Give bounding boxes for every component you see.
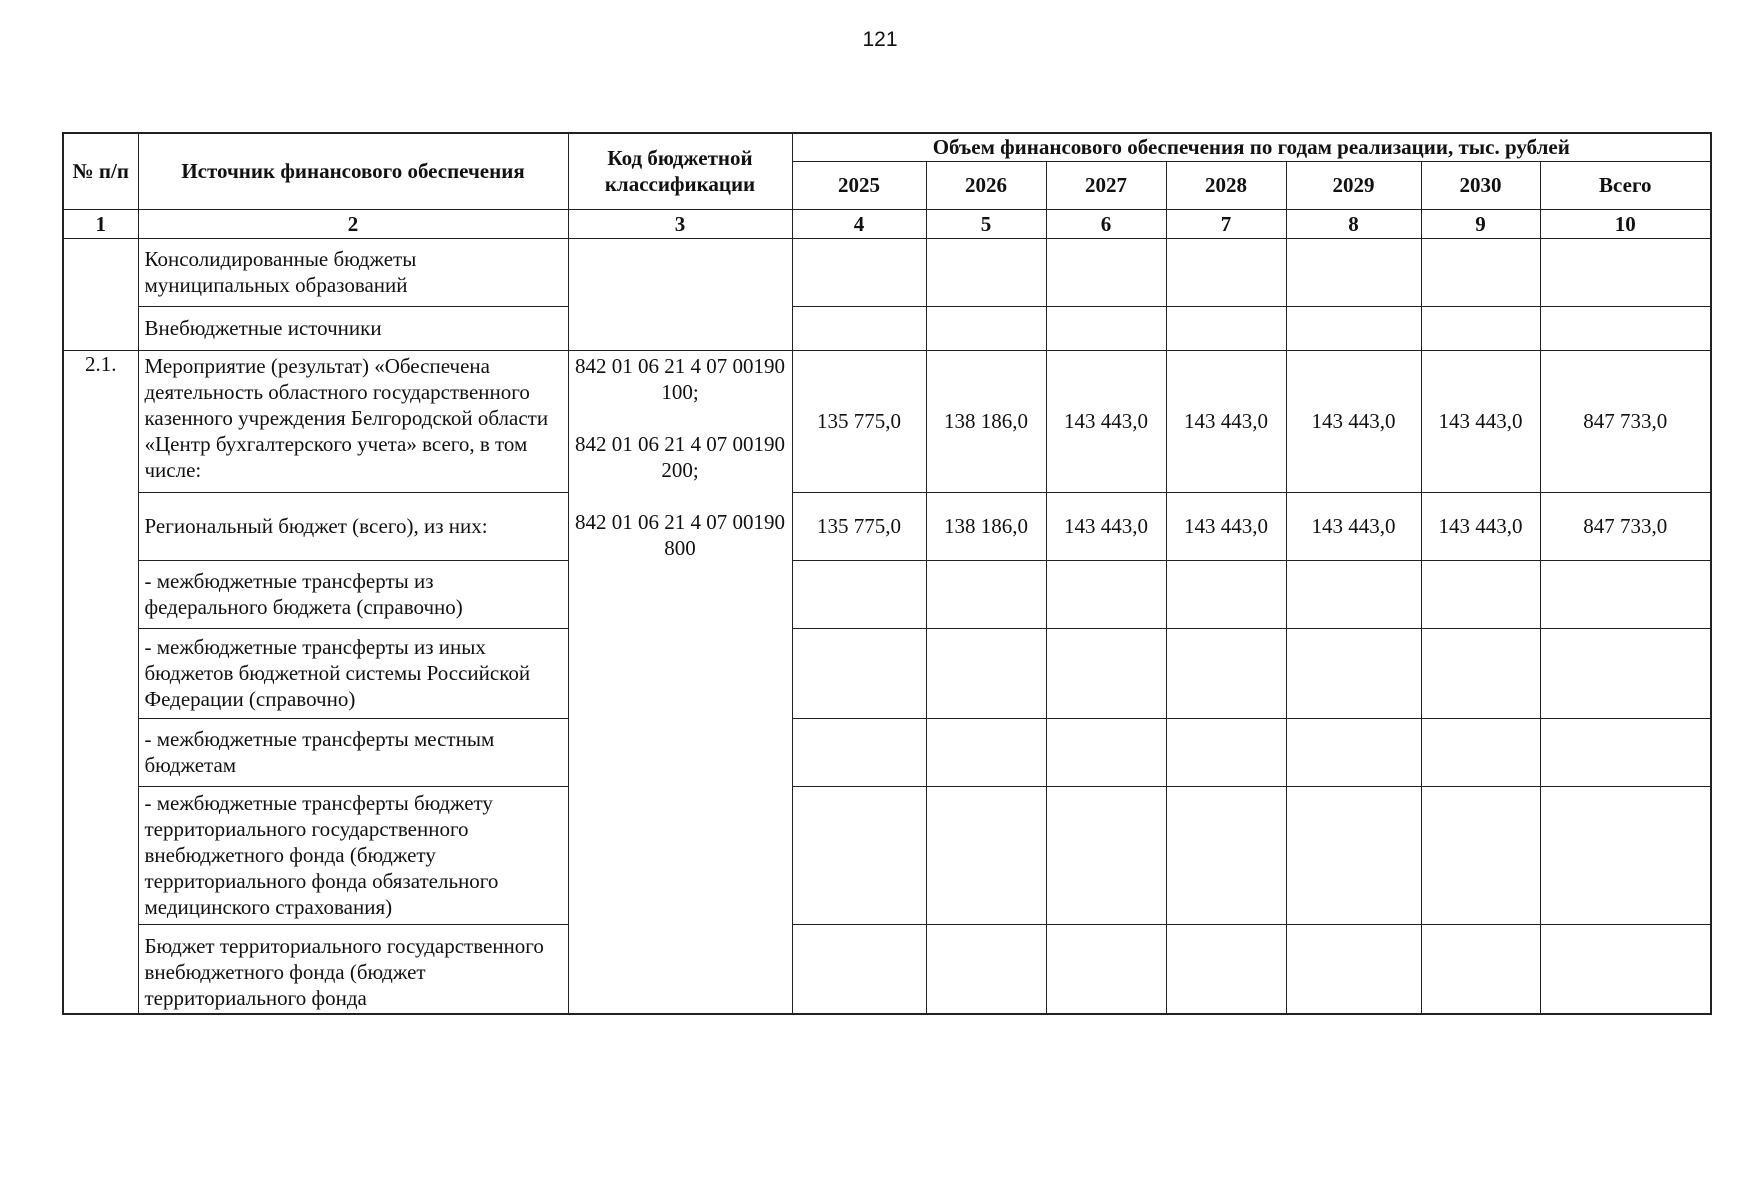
- value-cell: [1166, 924, 1286, 1014]
- value-cell: [1286, 786, 1421, 924]
- value-cell: [1286, 718, 1421, 786]
- source-cell: Бюджет территориального государственного внебюджетного фонда (бюджет территориального фонда: [138, 924, 568, 1014]
- table-row: [63, 238, 1711, 306]
- header-year: Всего: [1540, 161, 1711, 209]
- value-cell: [792, 238, 926, 306]
- table-row: [63, 628, 1711, 718]
- value-cell: [1540, 924, 1711, 1014]
- column-number: 5: [926, 209, 1046, 238]
- row-number-cell: 2.1.: [63, 350, 138, 1014]
- value-cell: [1421, 238, 1540, 306]
- column-number: 7: [1166, 209, 1286, 238]
- budget-code: 842 01 06 21 4 07 00190 800: [575, 509, 785, 560]
- value-cell: [926, 238, 1046, 306]
- source-cell: Региональный бюджет (всего), из них:: [138, 492, 568, 560]
- header-volume: Объем финансового обеспечения по годам реализации, тыс. рублей: [792, 133, 1711, 161]
- value-cell: 138 186,0: [926, 492, 1046, 560]
- value-cell: [1286, 306, 1421, 350]
- column-number: 2: [138, 209, 568, 238]
- table-row: [63, 492, 1711, 560]
- budget-code: 842 01 06 21 4 07 00190 200;: [575, 431, 785, 482]
- header-npp: № п/п: [63, 133, 138, 209]
- value-cell: [792, 786, 926, 924]
- code-cell: [568, 238, 792, 350]
- column-number: 9: [1421, 209, 1540, 238]
- table-row: [63, 924, 1711, 1014]
- value-cell: [1540, 786, 1711, 924]
- value-cell: [926, 718, 1046, 786]
- value-cell: [1046, 628, 1166, 718]
- header-source: Источник финансового обеспечения: [138, 133, 568, 209]
- value-cell: [926, 786, 1046, 924]
- value-cell: [1166, 786, 1286, 924]
- value-cell: 143 443,0: [1421, 492, 1540, 560]
- value-cell: [926, 628, 1046, 718]
- budget-code-cell: [568, 350, 792, 1014]
- header-year: 2026: [926, 161, 1046, 209]
- value-cell: 143 443,0: [1286, 350, 1421, 492]
- value-cell: [1286, 628, 1421, 718]
- source-cell: - межбюджетные трансферты из федерального бюджета (справочно): [138, 560, 568, 628]
- column-number: 4: [792, 209, 926, 238]
- source-cell: Консолидированные бюджеты муниципальных образований: [138, 238, 568, 306]
- value-cell: 135 775,0: [792, 492, 926, 560]
- table-row: [63, 786, 1711, 924]
- value-cell: [926, 924, 1046, 1014]
- source-cell: - межбюджетные трансферты местным бюджетам: [138, 718, 568, 786]
- value-cell: [1046, 924, 1166, 1014]
- value-cell: [792, 628, 926, 718]
- value-cell: [792, 924, 926, 1014]
- header-year: 2025: [792, 161, 926, 209]
- value-cell: [1540, 238, 1711, 306]
- value-cell: [1421, 924, 1540, 1014]
- value-cell: [1421, 786, 1540, 924]
- value-cell: [1540, 718, 1711, 786]
- value-cell: [792, 560, 926, 628]
- table-row: [63, 560, 1711, 628]
- table-row: [63, 350, 1711, 492]
- value-cell: [1166, 238, 1286, 306]
- value-cell: 847 733,0: [1540, 492, 1711, 560]
- value-cell: [1166, 560, 1286, 628]
- value-cell: 143 443,0: [1166, 350, 1286, 492]
- value-cell: [1286, 924, 1421, 1014]
- column-number: 6: [1046, 209, 1166, 238]
- value-cell: [792, 718, 926, 786]
- value-cell: [1046, 238, 1166, 306]
- value-cell: [1421, 560, 1540, 628]
- value-cell: 143 443,0: [1166, 492, 1286, 560]
- column-number: 3: [568, 209, 792, 238]
- value-cell: [1286, 560, 1421, 628]
- value-cell: [1540, 306, 1711, 350]
- value-cell: [1421, 628, 1540, 718]
- value-cell: [1166, 718, 1286, 786]
- value-cell: [926, 306, 1046, 350]
- value-cell: 143 443,0: [1046, 492, 1166, 560]
- row-number-cell: [63, 238, 138, 350]
- value-cell: [1046, 306, 1166, 350]
- value-cell: [1421, 306, 1540, 350]
- header-year: 2028: [1166, 161, 1286, 209]
- value-cell: [1421, 718, 1540, 786]
- financing-table: [62, 132, 1712, 1015]
- value-cell: 138 186,0: [926, 350, 1046, 492]
- value-cell: [926, 560, 1046, 628]
- value-cell: [1286, 238, 1421, 306]
- source-cell: - межбюджетные трансферты из иных бюджетов бюджетной системы Российской Федерации (справочно): [138, 628, 568, 718]
- column-number: 8: [1286, 209, 1421, 238]
- value-cell: [1540, 628, 1711, 718]
- value-cell: [792, 306, 926, 350]
- source-cell: Внебюджетные источники: [138, 306, 568, 350]
- value-cell: [1046, 718, 1166, 786]
- table-row: [63, 718, 1711, 786]
- column-number: 1: [63, 209, 138, 238]
- header-year: 2030: [1421, 161, 1540, 209]
- source-cell: Мероприятие (результат) «Обеспечена деятельность областного государственного казенного учреждения Белгородской области «Центр бухгалтерского учета» всего, в том числе:: [138, 350, 568, 492]
- value-cell: 143 443,0: [1046, 350, 1166, 492]
- header-year: 2029: [1286, 161, 1421, 209]
- value-cell: [1540, 560, 1711, 628]
- value-cell: 847 733,0: [1540, 350, 1711, 492]
- value-cell: [1046, 786, 1166, 924]
- header-year: 2027: [1046, 161, 1166, 209]
- header-code: Код бюджетной классификации: [568, 133, 792, 209]
- value-cell: 143 443,0: [1286, 492, 1421, 560]
- source-cell: - межбюджетные трансферты бюджету территориального государственного внебюджетного фонда (бюджету территориального фонда обязательного медицинского страхования): [138, 786, 568, 924]
- value-cell: [1166, 628, 1286, 718]
- page-number: 121: [862, 28, 898, 51]
- table-row: [63, 306, 1711, 350]
- budget-code: 842 01 06 21 4 07 00190 100;: [575, 353, 785, 404]
- value-cell: 143 443,0: [1421, 350, 1540, 492]
- value-cell: [1166, 306, 1286, 350]
- column-number: 10: [1540, 209, 1711, 238]
- value-cell: 135 775,0: [792, 350, 926, 492]
- value-cell: [1046, 560, 1166, 628]
